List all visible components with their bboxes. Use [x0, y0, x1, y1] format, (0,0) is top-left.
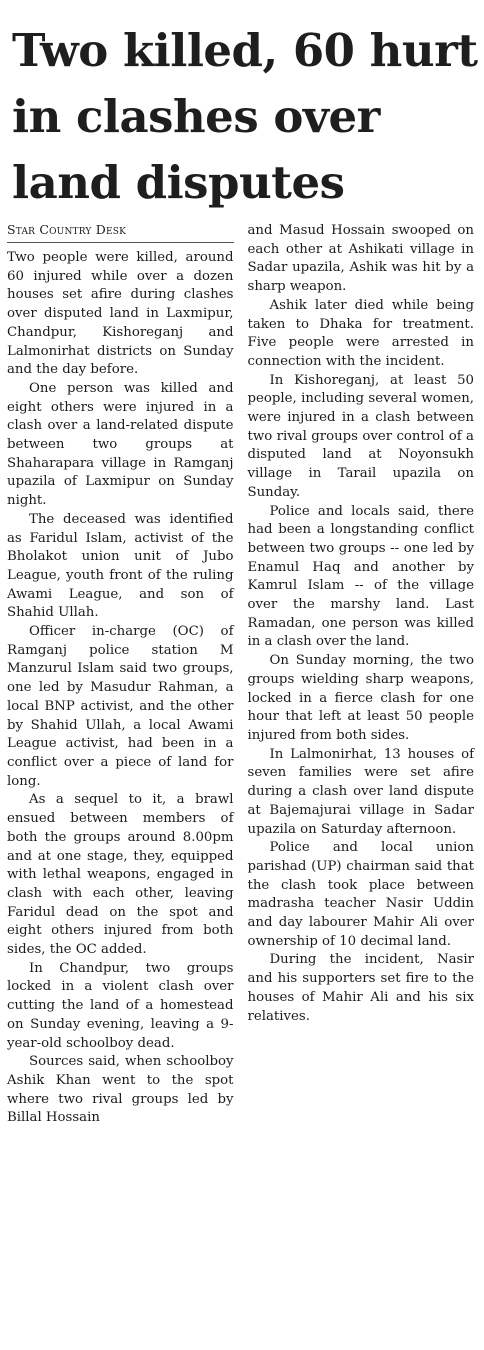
headline-line: in clashes over: [12, 90, 380, 143]
article-body: [7, 222, 474, 1128]
paragraph: As a sequel to it, a brawl ensued between members of both the groups around 8.00pm and at one stage, they, equipped with lethal weapons, engaged in clash with each other, leaving Faridul dead on the spot and eight others injured from both sides, the OC added.: [7, 792, 234, 958]
paragraph: One person was killed and eight others were injured in a clash over a land-related dispute between two groups at Shaharapara village in Ramganj upazila of Laxmipur on Sunday night.: [7, 380, 234, 509]
paragraph: Ashik later died while being taken to Dhaka for treatment. Five people were arrested in connection with the incident.: [247, 297, 474, 369]
paragraph: The deceased was identified as Faridul Islam, activist of the Bholakot union unit of Jubo League, youth front of the ruling Awami League, and son of Shahid Ullah.: [7, 511, 234, 621]
paragraph: During the incident, Nasir and his supporters set fire to the houses of Mahir Ali and his six relatives.: [247, 952, 474, 1024]
column-right: [248, 222, 475, 1128]
headline-line: Two killed, 60 hurt: [12, 24, 478, 77]
paragraph: Police and locals said, there had been a longstanding conflict between two groups -- one led by Enamul Haq and another by Kamrul Islam -- of the village over the marshy land. Last Ramadan, one person was killed in a clash over the land.: [247, 503, 474, 650]
byline: Star Country Desk: [7, 222, 234, 243]
paragraph: In Chandpur, two groups locked in a violent clash over cutting the land of a homestead on Sunday evening, leaving a 9-year-old schoolboy dead.: [7, 960, 234, 1051]
paragraph: Police and local union parishad (UP) chairman said that the clash took place between madrasha teacher Nasir Uddin and day labourer Mahir Ali over ownership of 10 decimal land.: [247, 840, 474, 949]
paragraph: Sources said, when schoolboy Ashik Khan went to the spot where two rival groups led by Billal Hossain: [7, 1054, 234, 1126]
paragraph: In Kishoreganj, at least 50 people, including several women, were injured in a clash between two rival groups over control of a disputed land at Noyonsukh village in Tarail upazila on Sunday.: [247, 372, 474, 500]
headline-line: land disputes: [12, 156, 345, 209]
headline: [12, 18, 478, 216]
paragraph: In Lalmonirhat, 13 houses of seven families were set afire during a clash over land dispute at Bajemajurai village in Sadar upazila on Saturday afternoon.: [247, 746, 474, 837]
paragraph: Officer in-charge (OC) of Ramganj police station M Manzurul Islam said two groups, one led by Masudur Rahman, a local BNP activist, and the other by Shahid Ullah, a local Awami League activist, had been in a conflict over a piece of land for long.: [7, 624, 234, 789]
paragraph: Two people were killed, around 60 injured while over a dozen houses set afire during clashes over disputed land in Laxmipur, Chandpur, Kishoreganj and Lalmonirhat districts on Sunday and the day before.: [7, 250, 234, 378]
column-left: [7, 222, 234, 1128]
paragraph: On Sunday morning, the two groups wielding sharp weapons, locked in a fierce clash for one hour that left at least 50 people injured from both sides.: [247, 653, 474, 743]
paragraph: and Masud Hossain swooped on each other at Ashikati village in Sadar upazila, Ashik was hit by a sharp weapon.: [247, 223, 474, 295]
